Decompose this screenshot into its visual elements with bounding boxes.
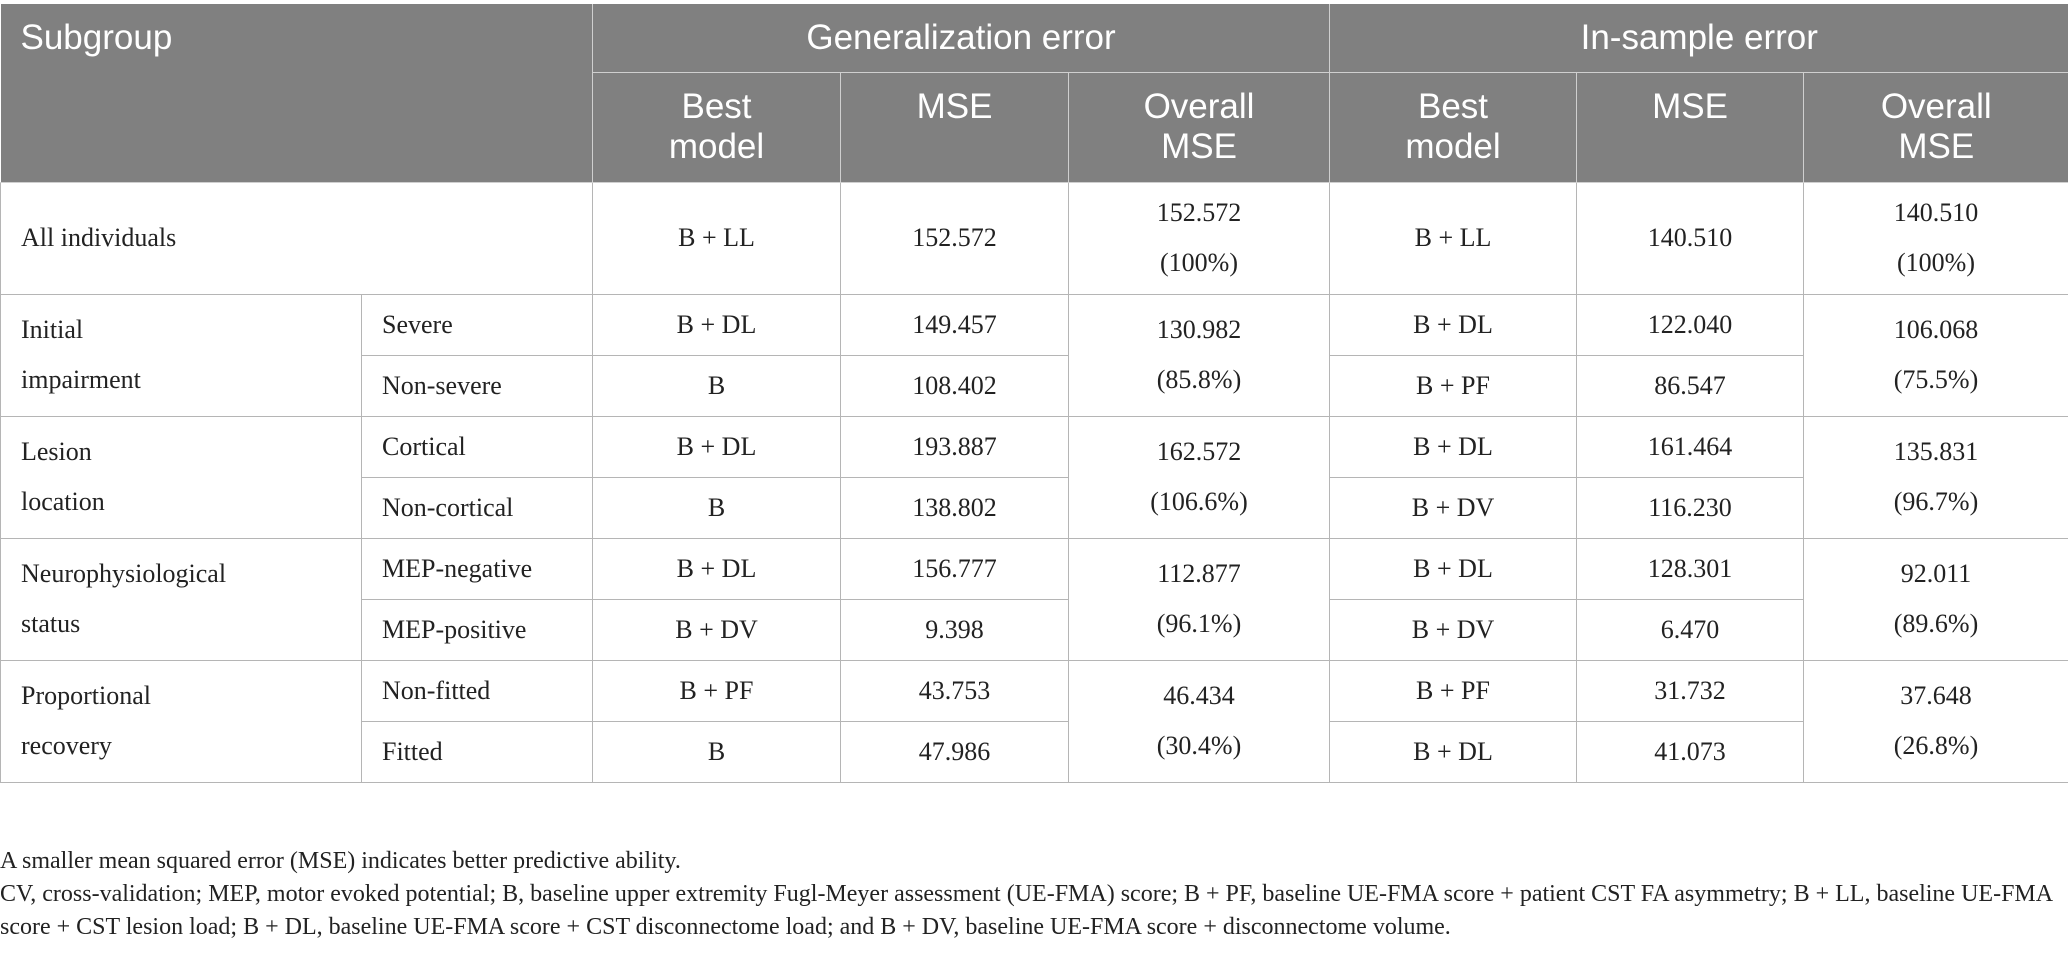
group-label: Proportional recovery bbox=[1, 660, 362, 782]
subgroup-column-header: Subgroup bbox=[1, 4, 593, 182]
gen-mse: 152.572 bbox=[841, 182, 1069, 294]
gen-mse: 9.398 bbox=[841, 599, 1069, 660]
in-best-model: B + PF bbox=[1330, 355, 1577, 416]
group-label: Lesion location bbox=[1, 416, 362, 538]
group-label: Neurophysiological status bbox=[1, 538, 362, 660]
gen-mse: 156.777 bbox=[841, 538, 1069, 599]
table-body bbox=[1, 182, 2068, 782]
table-row-all-individuals bbox=[1, 182, 2068, 294]
in-best-model: B + PF bbox=[1330, 660, 1577, 721]
gen-mse: 138.802 bbox=[841, 477, 1069, 538]
table-header bbox=[1, 4, 2068, 182]
in-overall-mse: 92.011 (89.6%) bbox=[1804, 538, 2068, 660]
in-overall-mse: 37.648 (26.8%) bbox=[1804, 660, 2068, 782]
table-row bbox=[1, 416, 2068, 477]
in-best-model: B + DL bbox=[1330, 294, 1577, 355]
gen-best-model: B bbox=[593, 721, 841, 782]
in-mse: 122.040 bbox=[1577, 294, 1804, 355]
in-overall-mse: 135.831 (96.7%) bbox=[1804, 416, 2068, 538]
gen-best-model: B + DL bbox=[593, 416, 841, 477]
in-mse: 161.464 bbox=[1577, 416, 1804, 477]
table-row bbox=[1, 294, 2068, 355]
in-best-model: B + LL bbox=[1330, 182, 1577, 294]
gen-overall-mse: 46.434 (30.4%) bbox=[1069, 660, 1330, 782]
in-overall-mse: 106.068 (75.5%) bbox=[1804, 294, 2068, 416]
in-mse: 86.547 bbox=[1577, 355, 1804, 416]
subgroup-label: Non-fitted bbox=[362, 660, 593, 721]
in-mse: 6.470 bbox=[1577, 599, 1804, 660]
footnote-mse: A smaller mean squared error (MSE) indicates better predictive ability. bbox=[0, 848, 681, 874]
gen-overall-mse: 130.982 (85.8%) bbox=[1069, 294, 1330, 416]
subgroup-label: Non-cortical bbox=[362, 477, 593, 538]
gen-overall-mse: 152.572 (100%) bbox=[1069, 182, 1330, 294]
subgroup-label: MEP-positive bbox=[362, 599, 593, 660]
in-best-model: B + DL bbox=[1330, 721, 1577, 782]
gen-mse: 193.887 bbox=[841, 416, 1069, 477]
in-mse: 128.301 bbox=[1577, 538, 1804, 599]
table-row bbox=[1, 538, 2068, 599]
gen-best-model: B + DV bbox=[593, 599, 841, 660]
gen-mse: 108.402 bbox=[841, 355, 1069, 416]
in-mse: 41.073 bbox=[1577, 721, 1804, 782]
gen-best-model-header: Best model bbox=[593, 72, 841, 182]
gen-mse: 149.457 bbox=[841, 294, 1069, 355]
gen-best-model: B + PF bbox=[593, 660, 841, 721]
row-label: All individuals bbox=[1, 182, 593, 294]
gen-overall-mse: 162.572 (106.6%) bbox=[1069, 416, 1330, 538]
in-mse: 116.230 bbox=[1577, 477, 1804, 538]
gen-best-model: B + LL bbox=[593, 182, 841, 294]
in-mse: 31.732 bbox=[1577, 660, 1804, 721]
subgroup-label: Cortical bbox=[362, 416, 593, 477]
table-row bbox=[1, 660, 2068, 721]
generalization-error-header: Generalization error bbox=[593, 4, 1330, 72]
results-table bbox=[0, 4, 2068, 783]
gen-best-model: B + DL bbox=[593, 294, 841, 355]
subgroup-label: MEP-negative bbox=[362, 538, 593, 599]
in-best-model: B + DL bbox=[1330, 416, 1577, 477]
gen-overall-mse: 112.877 (96.1%) bbox=[1069, 538, 1330, 660]
gen-best-model: B bbox=[593, 477, 841, 538]
gen-best-model: B bbox=[593, 355, 841, 416]
in-mse: 140.510 bbox=[1577, 182, 1804, 294]
in-overall-mse: 140.510 (100%) bbox=[1804, 182, 2068, 294]
in-best-model: B + DV bbox=[1330, 477, 1577, 538]
gen-mse-header: MSE bbox=[841, 72, 1069, 182]
table-footnotes bbox=[0, 845, 2060, 944]
gen-mse: 47.986 bbox=[841, 721, 1069, 782]
in-best-model: B + DL bbox=[1330, 538, 1577, 599]
subgroup-label: Non-severe bbox=[362, 355, 593, 416]
group-label: Initial impairment bbox=[1, 294, 362, 416]
subgroup-label: Severe bbox=[362, 294, 593, 355]
in-overall-mse-header: Overall MSE bbox=[1804, 72, 2068, 182]
footnote-abbreviations: CV, cross-validation; MEP, motor evoked potential; B, baseline upper extremity Fugl-Meyer assessment (UE-FMA) score; B + PF, baseline UE-FMA score + patient CST FA asymmetry; B + LL, baseline UE-FMA score + CST lesion load; B + DL, baseline UE-FMA score + CST disconnectome load; and B + DV, baseline UE-FMA score + disconnectome volume. bbox=[0, 881, 2052, 940]
gen-mse: 43.753 bbox=[841, 660, 1069, 721]
in-best-model-header: Best model bbox=[1330, 72, 1577, 182]
gen-best-model: B + DL bbox=[593, 538, 841, 599]
in-mse-header: MSE bbox=[1577, 72, 1804, 182]
in-best-model: B + DV bbox=[1330, 599, 1577, 660]
subgroup-label: Fitted bbox=[362, 721, 593, 782]
gen-overall-mse-header: Overall MSE bbox=[1069, 72, 1330, 182]
in-sample-error-header: In-sample error bbox=[1330, 4, 2068, 72]
